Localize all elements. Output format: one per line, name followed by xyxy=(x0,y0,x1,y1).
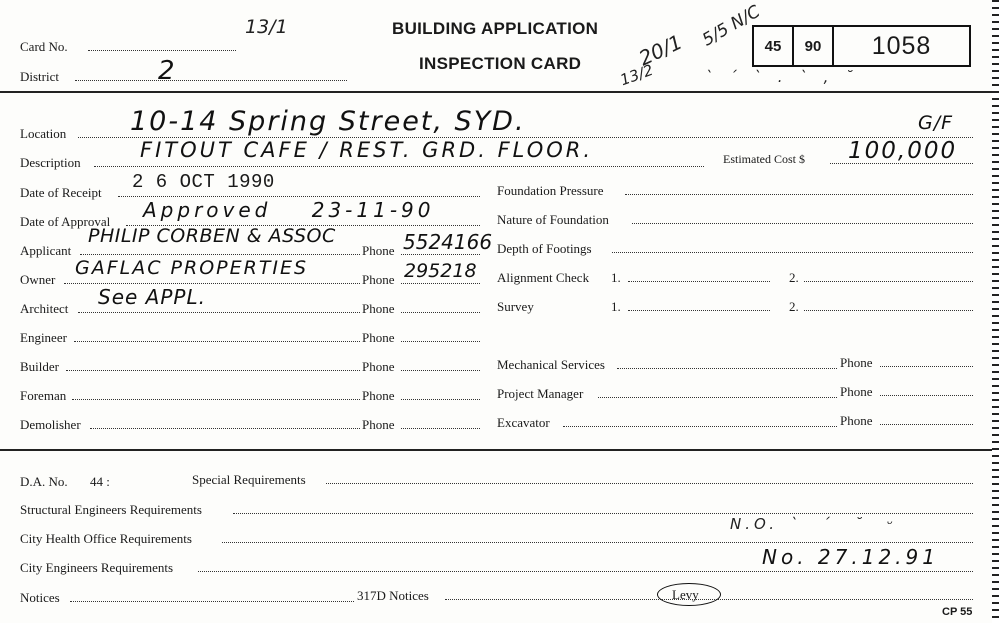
foundation-pressure-line xyxy=(625,194,973,195)
owner-phone-line xyxy=(401,283,480,284)
mechanical-phone-label: Phone xyxy=(840,355,873,370)
notices-line xyxy=(70,601,354,602)
middle-rule xyxy=(0,449,992,451)
architect-value: See APPL. xyxy=(98,285,206,309)
district-value: 2 xyxy=(158,56,176,86)
engineer-label: Engineer xyxy=(20,330,67,345)
title-line-1: BUILDING APPLICATION xyxy=(392,19,599,38)
engineers-label: City Engineers Requirements xyxy=(20,560,174,575)
location-value: 10-14 Spring Street, SYD. xyxy=(130,106,526,137)
engineers-line xyxy=(198,571,973,572)
applicant-label: Applicant xyxy=(20,243,72,258)
applicant-phone-label: Phone xyxy=(362,243,395,258)
engineer-phone-line xyxy=(401,341,480,342)
owner-line xyxy=(64,283,360,284)
title-line-2: INSPECTION CARD xyxy=(419,54,582,73)
demolisher-label: Demolisher xyxy=(20,417,81,432)
special-requirements-label: Special Requirements xyxy=(192,472,306,487)
survey-label: Survey xyxy=(497,299,534,314)
card-no-line xyxy=(88,50,236,51)
foreman-phone-line xyxy=(401,399,480,400)
code-number: 1058 xyxy=(871,31,932,60)
date-approval-value: Approved 23-11-90 xyxy=(143,198,435,222)
code-a: 45 xyxy=(754,27,794,65)
architect-line xyxy=(78,312,360,313)
card-no-label: Card No. xyxy=(20,39,68,54)
engineer-phone-label: Phone xyxy=(362,330,395,345)
project-manager-label: Project Manager xyxy=(497,386,584,401)
project-manager-line xyxy=(598,397,837,398)
owner-label: Owner xyxy=(20,272,56,287)
date-approval-label: Date of Approval xyxy=(20,214,111,229)
excavator-label: Excavator xyxy=(497,415,550,430)
architect-phone-label: Phone xyxy=(362,301,395,316)
health-marks: ` ´ ˘ ᵕ xyxy=(790,515,904,533)
code-b: 90 xyxy=(794,27,834,65)
alignment-line-1 xyxy=(628,281,770,282)
margin-note-1: 20/1 xyxy=(635,29,686,71)
depth-footings-label: Depth of Footings xyxy=(497,241,592,256)
nature-foundation-label: Nature of Foundation xyxy=(497,212,609,227)
district-label: District xyxy=(20,69,59,84)
da-value: 44 : xyxy=(90,474,110,489)
special-requirements-line xyxy=(326,483,973,484)
description-label: Description xyxy=(20,155,81,170)
foreman-line xyxy=(72,399,360,400)
estimated-cost-value: 100,000 xyxy=(848,138,958,164)
date-receipt-value: 2 6 OCT 1990 xyxy=(132,171,275,193)
foreman-phone-label: Phone xyxy=(362,388,395,403)
health-line xyxy=(222,542,973,543)
foreman-label: Foreman xyxy=(20,388,67,403)
builder-phone-label: Phone xyxy=(362,359,395,374)
header-rule xyxy=(0,91,992,93)
demolisher-line xyxy=(90,428,360,429)
alignment-num-2: 2. xyxy=(789,270,799,285)
da-label: D.A. No. xyxy=(20,474,68,489)
owner-value: GAFLAC PROPERTIES xyxy=(75,257,309,279)
mechanical-line xyxy=(617,368,837,369)
estimated-cost-label: Estimated Cost $ xyxy=(723,152,805,166)
project-manager-phone-line xyxy=(880,395,973,396)
margin-note-2: 5/5 N/C xyxy=(698,1,764,51)
health-label: City Health Office Requirements xyxy=(20,531,192,546)
description-line xyxy=(94,166,704,167)
location-suffix: G/F xyxy=(918,112,954,134)
engineer-line xyxy=(74,341,360,342)
description-value: FITOUT CAFE / REST. GRD. FLOOR. xyxy=(140,138,594,162)
alignment-num-1: 1. xyxy=(611,270,621,285)
margin-note-3: 13/2 xyxy=(617,60,656,90)
survey-num-2: 2. xyxy=(789,299,799,314)
notices-317d-label: 317D Notices xyxy=(357,588,429,603)
alignment-line-2 xyxy=(804,281,973,282)
applicant-phone-line xyxy=(401,254,480,255)
levy-value: Levy xyxy=(672,587,699,602)
form-code: CP 55 xyxy=(942,606,973,618)
code-box xyxy=(752,25,971,67)
notices-label: Notices xyxy=(20,590,60,605)
depth-footings-line xyxy=(612,252,973,253)
survey-line-1 xyxy=(628,310,770,311)
structural-line xyxy=(233,513,973,514)
engineers-note: No. 27.12.91 xyxy=(762,545,939,569)
applicant-line xyxy=(80,254,360,255)
mechanical-phone-line xyxy=(880,366,973,367)
margin-marks: ` ´ ` . ` , ˘ xyxy=(705,68,859,86)
demolisher-phone-line xyxy=(401,428,480,429)
builder-label: Builder xyxy=(20,359,59,374)
excavator-phone-line xyxy=(880,424,973,425)
card-no-note: 13/1 xyxy=(245,16,288,38)
survey-num-1: 1. xyxy=(611,299,621,314)
project-manager-phone-label: Phone xyxy=(840,384,873,399)
health-note: N.O. xyxy=(730,515,778,533)
nature-foundation-line xyxy=(632,223,973,224)
district-line xyxy=(75,80,347,81)
builder-phone-line xyxy=(401,370,480,371)
location-label: Location xyxy=(20,126,67,141)
date-receipt-label: Date of Receipt xyxy=(20,185,102,200)
excavator-phone-label: Phone xyxy=(840,413,873,428)
owner-phone-label: Phone xyxy=(362,272,395,287)
applicant-phone: 5524166 xyxy=(403,230,493,254)
owner-phone: 295218 xyxy=(404,260,477,282)
architect-phone-line xyxy=(401,312,480,313)
architect-label: Architect xyxy=(20,301,69,316)
perforated-edge xyxy=(992,0,999,623)
demolisher-phone-label: Phone xyxy=(362,417,395,432)
excavator-line xyxy=(563,426,837,427)
date-receipt-line xyxy=(118,196,480,197)
applicant-value: PHILIP CORBEN & ASSOC xyxy=(88,225,336,247)
foundation-pressure-label: Foundation Pressure xyxy=(497,183,604,198)
alignment-check-label: Alignment Check xyxy=(497,270,590,285)
mechanical-label: Mechanical Services xyxy=(497,357,605,372)
survey-line-2 xyxy=(804,310,973,311)
builder-line xyxy=(66,370,360,371)
structural-label: Structural Engineers Requirements xyxy=(20,502,202,517)
